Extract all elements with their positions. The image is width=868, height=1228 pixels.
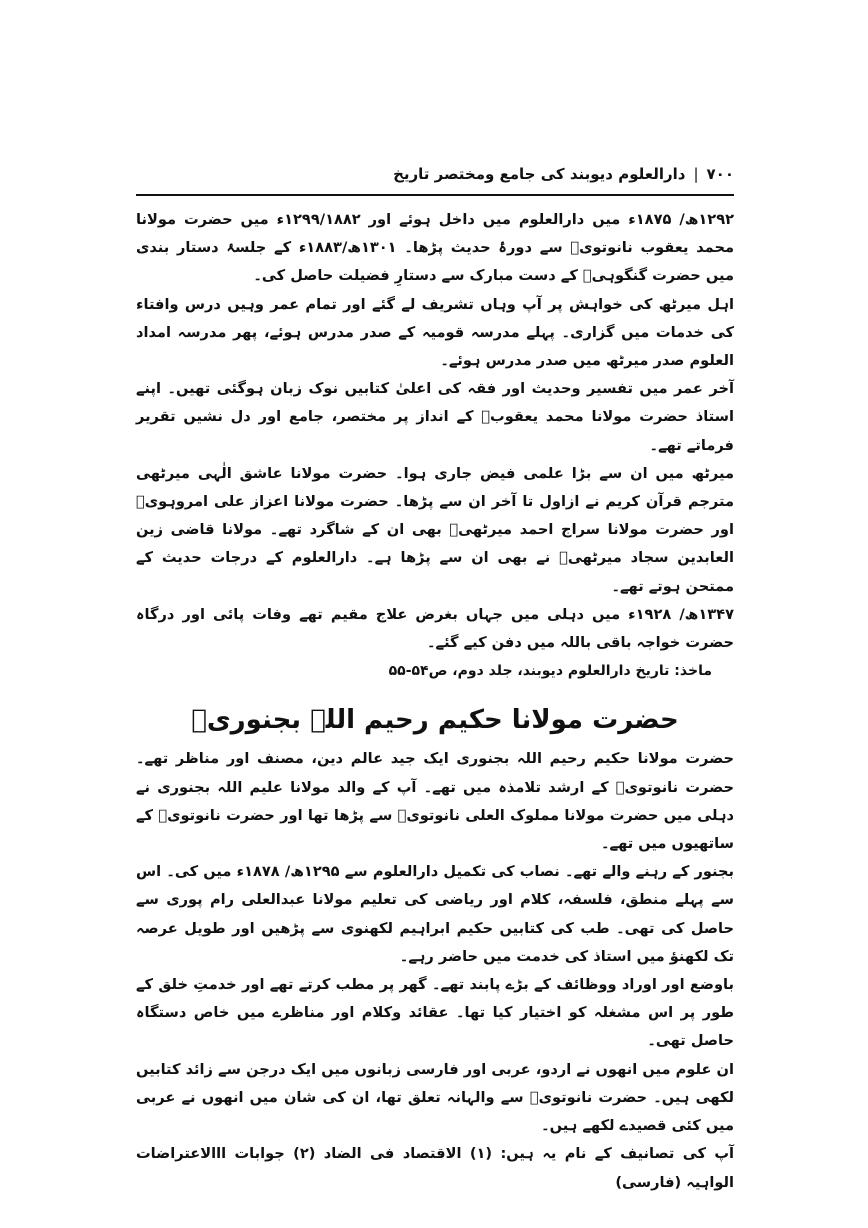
book-title: دارالعلوم دیوبند کی جامع ومختصر تاریخ — [393, 165, 686, 183]
paragraph: ان علوم میں انھوں نے اردو، عربی اور فارسی زبانوں میں ایک درجن سے زائد کتابیں لکھی ہیں۔ حضرت نانوتویؒ سے والہانہ تعلق تھا، ان کی شان میں انھوں نے عربی میں کئی قصیدے لکھے ہیں۔ — [136, 1060, 734, 1135]
paragraph: آپ کی تصانیف کے نام یہ ہیں: (۱) الاقتصاد فی الضاد (۲) جوابات ااالاعتراضات الواہیہ (فارسی) — [136, 1145, 734, 1191]
header-rule — [136, 194, 734, 196]
page-body — [136, 206, 734, 1197]
paragraph: حضرت مولانا حکیم رحیم اللہ بجنوری ایک جید عالم دین، مصنف اور مناظر تھے۔ حضرت نانوتویؒ کے ارشد تلامذہ میں تھے۔ آپ کے والد مولانا علیم اللہ بجنوری نے دہلی میں حضرت مولانا مملوک العلی نانوتویؒ سے پڑھا تھا اور حضرت نانوتویؒ کے ساتھیوں میں تھے۔ — [136, 750, 734, 853]
source-reference: ماخذ: تاریخ دارالعلوم دیوبند، جلد دوم، ص۵۴-۵۵ — [388, 663, 712, 680]
paragraph: باوضع اور اوراد ووظائف کے بڑے پابند تھے۔ گھر پر مطب کرتے تھے اور خدمتِ خلق کے طور پر اس مشغلہ کو اختیار کیا تھا۔ عقائد وکلام اور مناظرے میں خاص دستگاہ حاصل تھی۔ — [136, 976, 734, 1050]
paragraph: ۱۳۴۷ھ/ ۱۹۲۸ء میں دہلی میں جہاں بغرض علاج مقیم تھے وفات پائی اور درگاہ حضرت خواجہ باقی باللہ میں دفن کیے گئے۔ — [136, 605, 734, 652]
section-title: حضرت مولانا حکیم رحیم اللہ بجنوریؒ — [191, 705, 679, 736]
paragraph: بجنور کے رہنے والے تھے۔ نصاب کی تکمیل دارالعلوم سے ۱۲۹۵ھ/ ۱۸۷۸ء میں کی۔ اس سے پہلے منطق، فلسفہ، کلام اور ریاضی کی تعلیم مولانا عبدالعلی رام پوری سے حاصل کی تھی۔ طب کی کتابیں حکیم ابراہیم لکھنوی سے پڑھیں اور طویل عرصہ تک لکھنؤ میں استاذ کی خدمت میں حاضر رہے۔ — [136, 863, 734, 965]
paragraph: اہل میرٹھ کی خواہش پر آپ وہاں تشریف لے گئے اور تمام عمر وہیں درس وافتاء کی خدمات میں گزاری۔ پہلے مدرسہ قومیہ کے صدر مدرس ہوئے، پھر مدرسہ امداد العلوم صدر میرٹھ میں صدر مدرس ہوئے۔ — [136, 295, 734, 370]
header-separator: | — [693, 165, 699, 183]
paragraph: آخر عمر میں تفسیر وحدیث اور فقہ کی اعلیٰ کتابیں نوک زبان ہوگئی تھیں۔ اپنے استاذ حضرت مولانا محمد یعقوبؒ کے انداز پر مختصر، جامع اور دل نشیں تقریر فرماتے تھے۔ — [136, 380, 734, 454]
page-header — [136, 160, 734, 188]
page-number: ٧٠٠ — [706, 165, 734, 183]
paragraph: ۱۲۹۲ھ/ ۱۸۷۵ء میں دارالعلوم میں داخل ہوئے اور ۱۲۹۹/۱۸۸۲ء میں حضرت مولانا محمد یعقوب نانوتویؒ سے دورۂ حدیث پڑھا۔ ۱۳۰۱ھ/۱۸۸۳ء کے جلسۂ دستار بندی میں حضرت گنگوہیؒ کے دست مبارک سے دستارِ فضیلت حاصل کی۔ — [136, 211, 735, 285]
paragraph: میرٹھ میں ان سے بڑا علمی فیض جاری ہوا۔ حضرت مولانا عاشق الٰہی میرٹھی مترجم قرآن کریم نے ازاول تا آخر ان سے پڑھا۔ حضرت مولانا اعزاز علی امروہویؒ اور حضرت مولانا سراج احمد میرٹھیؒ بھی ان کے شاگرد تھے۔ مولانا قاضی زین العابدین سجاد میرٹھیؒ نے بھی ان سے پڑھا ہے۔ دارالعلوم کے درجات حدیث کے ممتحن ہوتے تھے۔ — [136, 464, 734, 595]
